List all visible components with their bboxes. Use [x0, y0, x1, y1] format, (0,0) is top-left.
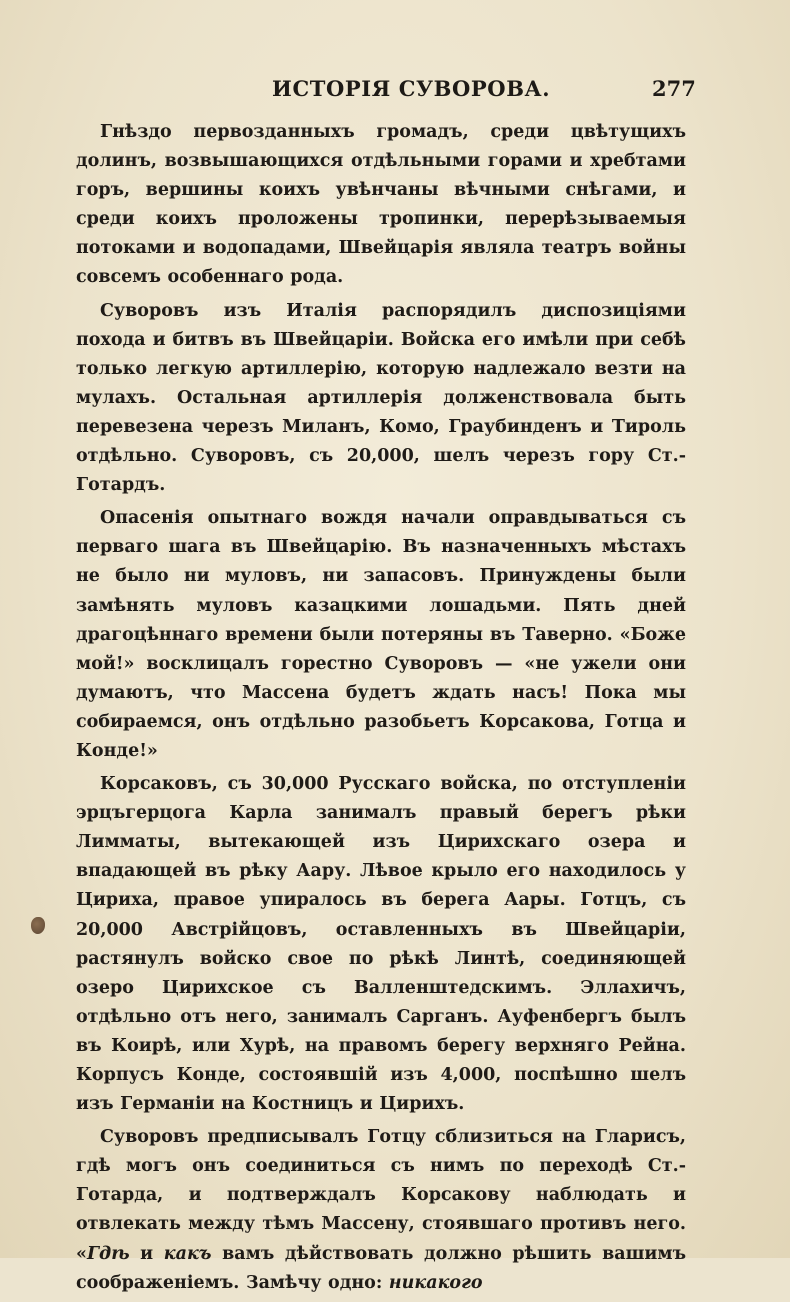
page-header	[0, 76, 790, 106]
paragraph-orders-italic-1: Гдѣ	[86, 1243, 130, 1264]
paragraph-orders-italic-3: никакого	[388, 1272, 483, 1293]
paragraph-switzerland-terrain: Гнѣздо первозданныхъ громадъ, среди цвѣтущихъ долинъ, возвышающихся отдѣльными горами и хребтами горъ, вершины коихъ увѣнчаны вѣчными снѣгами, и среди коихъ проложены тропинки, перерѣзываемыя потоками и водопадами, Швейцарія являла театръ войны совсемъ особеннаго рода.	[76, 122, 686, 288]
paragraph-orders-text-1: Суворовъ предписывалъ Готцу сблизиться на Гларисъ, гдѣ могъ онъ соединиться съ нимъ по переходѣ Ст.-Готарда, и подтверждалъ Корсакову наблюдать и отвлекать между тѣмъ Массену, стоявшаго противъ него. «	[76, 1127, 686, 1264]
body-text	[76, 118, 686, 1302]
paragraph-delays-taverno: Опасенія опытнаго вождя начали оправдываться съ перваго шага въ Швейцарію. Въ назначенныхъ мѣстахъ не было ни муловъ, ни запасовъ. Принуждены были замѣнять муловъ казацкими лошадьми. Пять дней драгоцѣннаго времени были потеряны въ Таверно. «Боже мой!» восклицалъ горестно Суворовъ — «не ужели они думаютъ, что Массена будетъ ждать насъ! Пока мы собираемся, онъ отдѣльно разобьетъ Корсакова, Готца и Конде!»	[76, 508, 686, 761]
page-number: 277	[652, 76, 696, 101]
paragraph-troop-positions: Корсаковъ, съ 30,000 Русскаго войска, по отступленіи эрцъгерцога Карла занималъ правый берегъ рѣки Лимматы, вытекающей изъ Цирихскаго озера и впадающей въ рѣку Аару. Лѣвое крыло его находилось у Цириха, правое упиралось въ берега Аары. Готцъ, съ 20,000 Австрійцовъ, оставленныхъ въ Швейцаріи, растянулъ войско свое по рѣкѣ Линтѣ, соединяющей озеро Цирихское съ Валленштедскимъ. Эллахичъ, отдѣльно отъ него, занималъ Сарганъ. Ауфенбергъ былъ въ Коирѣ, или Хурѣ, на правомъ берегу верхняго Рейна. Корпусъ Конде, состоявшій изъ 4,000, поспѣшно шелъ изъ Германіи на Костницъ и Цирихъ.	[76, 774, 686, 1115]
running-title: ИСТОРІЯ СУВОРОВА.	[272, 76, 551, 101]
paragraph-orders-text-3: вамъ дѣйствовать должно рѣшить вашимъ соображеніемъ. Замѣчу одно:	[76, 1243, 687, 1293]
paragraph-orders-text-2: и	[129, 1243, 164, 1264]
paragraph-orders	[76, 1123, 686, 1298]
paragraph-march-dispositions: Суворовъ изъ Италія распорядилъ диспозиціями похода и битвъ въ Швейцаріи. Войска его имѣли при себѣ только легкую артиллерію, которую надлежало везти на мулахъ. Остальная артиллерія долженствовала быть перевезена черезъ Миланъ, Комо, Граубинденъ и Тироль отдѣльно. Суворовъ, съ 20,000, шелъ черезъ гору Ст.-Готардъ.	[76, 300, 686, 496]
ink-blot-mark	[31, 917, 45, 934]
paragraph-orders-italic-2: какъ	[163, 1243, 212, 1264]
